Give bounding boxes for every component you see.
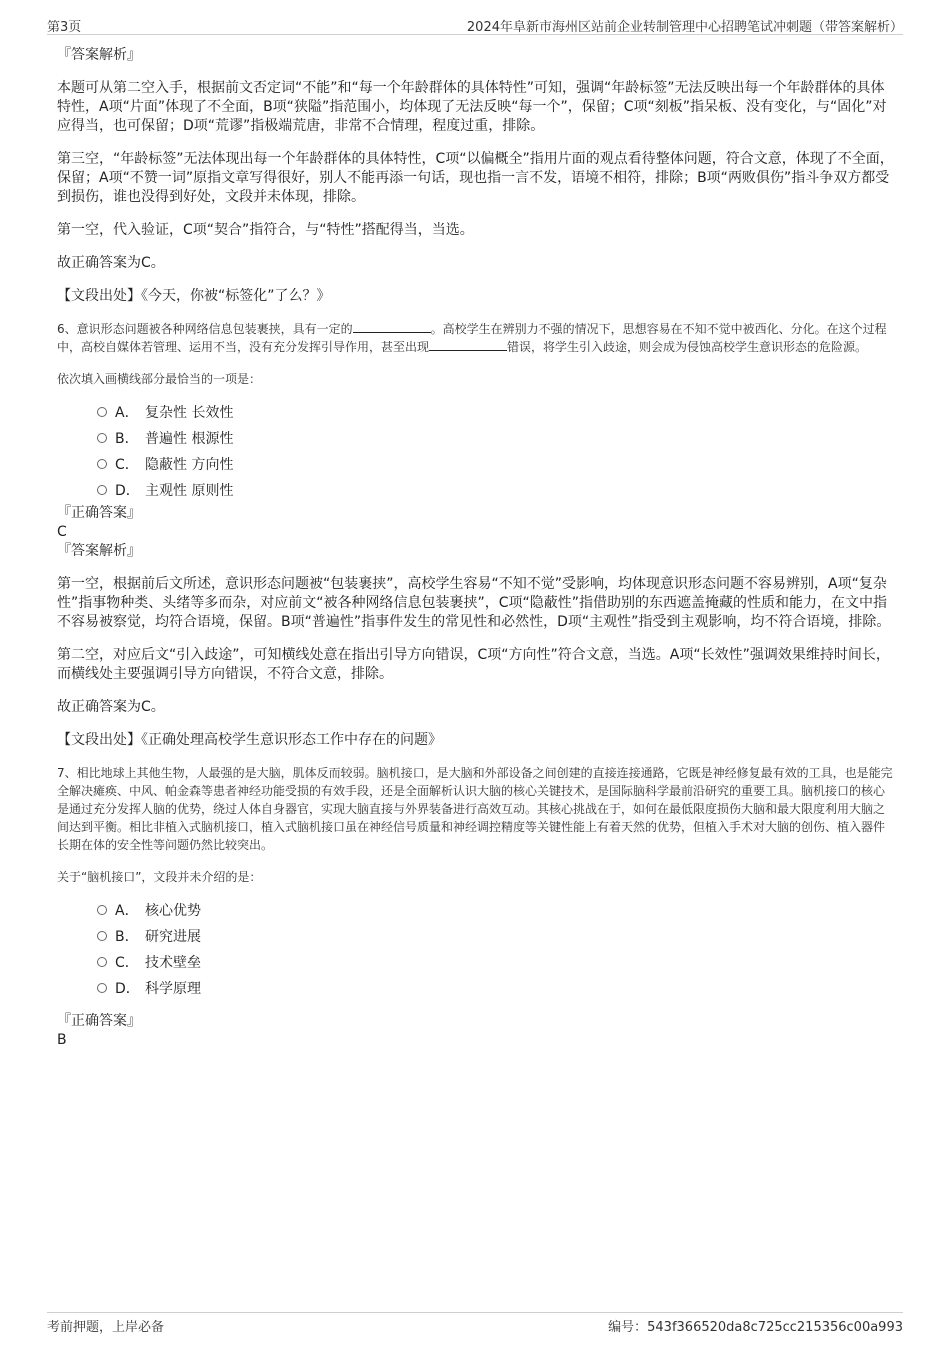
radio-icon[interactable] <box>97 905 107 915</box>
option-b[interactable]: B． 研究进展 <box>97 924 895 950</box>
fill-blank <box>353 320 431 333</box>
source-citation: 【文段出处】《今天，你被“标签化”了么？》 <box>57 288 331 304</box>
page-header <box>47 14 903 35</box>
document-title: 2024年阜新市海州区站前企业转制管理中心招聘笔试冲刺题（带答案解析） <box>466 20 903 35</box>
option-b[interactable]: B． 普遍性 根源性 <box>97 426 895 452</box>
option-c[interactable]: C． 技术壁垒 <box>97 950 895 976</box>
page-number: 第3页 <box>47 20 82 35</box>
analysis-paragraph: 第一空，代入验证，C项“契合”指符合，与“特性”搭配得当，当选。 <box>57 222 474 238</box>
answer-statement: 故正确答案为C。 <box>57 699 165 715</box>
option-c[interactable]: C． 隐蔽性 方向性 <box>97 452 895 478</box>
correct-answer-label: 『正确答案』 <box>57 505 141 521</box>
radio-icon[interactable] <box>97 957 107 967</box>
question-6-text: 6、意识形态问题被各种网络信息包装裹挟，具有一定的 。高校学生在辨别力不强的情况下，思想容易在不知不觉中被西化、分化。在这个过程中，高校自媒体若管理、运用不当，没有充分发挥引导作用，甚至出现 错误，将学生引入歧途，则会成为侵蚀高校学生意识形态的危险源。 <box>57 322 887 354</box>
analysis-paragraph: 第二空，对应后文“引入歧途”，可知横线处意在指出引导方向错误，C项“方向性”符合文意，当选。A项“长效性”强调效果维持时间长，而横线处主要强调引导方向错误，不符合文意，排除。 <box>57 647 890 682</box>
document-id: 编号：543f366520da8c725cc215356c00a993 <box>608 1320 903 1335</box>
radio-icon[interactable] <box>97 931 107 941</box>
radio-icon[interactable] <box>97 407 107 417</box>
analysis-paragraph: 本题可从第二空入手，根据前文否定词“不能”和“每一个年龄群体的具体特性”可知，强调“年龄标签”无法反映出每一个年龄群体的具体特性，A项“片面”体现了不全面，B项“狭隘”指范围小，均体现了无法反映“每一个”，保留；C项“刻板”指呆板、没有变化，与“固化”对应得当，也可保留；D项“荒谬”指极端荒唐，非常不合情理，程度过重，排除。 <box>57 80 887 134</box>
radio-icon[interactable] <box>97 485 107 495</box>
radio-icon[interactable] <box>97 433 107 443</box>
option-d[interactable]: D． 主观性 原则性 <box>97 478 895 504</box>
radio-icon[interactable] <box>97 459 107 469</box>
correct-answer-label: 『正确答案』 <box>57 1013 141 1029</box>
question-7-options <box>57 898 895 1002</box>
question-6-prompt: 依次填入画横线部分最恰当的一项是： <box>57 372 262 386</box>
correct-answer: C <box>57 524 67 540</box>
correct-answer: B <box>57 1032 67 1048</box>
source-citation: 【文段出处】《正确处理高校学生意识形态工作中存在的问题》 <box>57 732 442 748</box>
question-7-prompt: 关于“脑机接口”，文段并未介绍的是： <box>57 870 262 884</box>
option-a[interactable]: A． 核心优势 <box>97 898 895 924</box>
footer-slogan: 考前押题，上岸必备 <box>47 1320 165 1335</box>
answer-statement: 故正确答案为C。 <box>57 255 165 271</box>
analysis-label: 『答案解析』 <box>57 47 141 63</box>
radio-icon[interactable] <box>97 983 107 993</box>
option-a[interactable]: A． 复杂性 长效性 <box>97 400 895 426</box>
question-6-options <box>57 400 895 504</box>
analysis-label: 『答案解析』 <box>57 543 141 559</box>
analysis-paragraph: 第三空，“年龄标签”无法体现出每一个年龄群体的具体特性，C项“以偏概全”指用片面的观点看待整体问题，符合文意，体现了不全面，保留；A项“不赞一词”原指文章写得很好，别人不能再添一句话，现也指一言不发，语境不相符，排除；B项“两败俱伤”指斗争双方都受到损伤，谁也没得到好处，文段并未体现，排除。 <box>57 151 894 205</box>
document-body <box>57 46 895 1050</box>
analysis-paragraph: 第一空，根据前后文所述，意识形态问题被“包装裹挟”，高校学生容易“不知不觉”受影响，均体现意识形态问题不容易辨别，A项“复杂性”指事物种类、头绪等多而杂，对应前文“被各种网络信息包装裹挟”，C项“隐蔽性”指借助别的东西遮盖掩藏的性质和能力，在文中指不容易被察觉，均符合语境，保留。B项“普遍性”指事件发生的常见性和必然性，D项“主观性”指受到主观影响，均不符合语境，排除。 <box>57 576 891 630</box>
fill-blank <box>429 338 507 351</box>
option-d[interactable]: D． 科学原理 <box>97 976 895 1002</box>
page-footer <box>47 1312 903 1335</box>
question-7-text: 7、相比地球上其他生物，人最强的是大脑，肌体反而较弱。脑机接口，是大脑和外部设备之间创建的直接连接通路，它既是神经修复最有效的工具，也是能完全解决瘫痪、中风、帕金森等患者神经功能受损的有效手段，还是全面解析认识大脑的核心关键技术，是国际脑科学最前沿研究的重要工具。脑机接口的核心是通过充分发挥人脑的优势，绕过人体自身器官，实现大脑直接与外界装备进行高效互动。其核心挑战在于，如何在最低限度损伤大脑和最大限度利用大脑之间达到平衡。相比非植入式脑机接口，植入式脑机接口虽在神经信号质量和神经调控精度等关键性能上有着天然的优势，但植入手术对大脑的创伤、植入器件长期在体的安全性等问题仍然比较突出。 <box>57 766 893 852</box>
